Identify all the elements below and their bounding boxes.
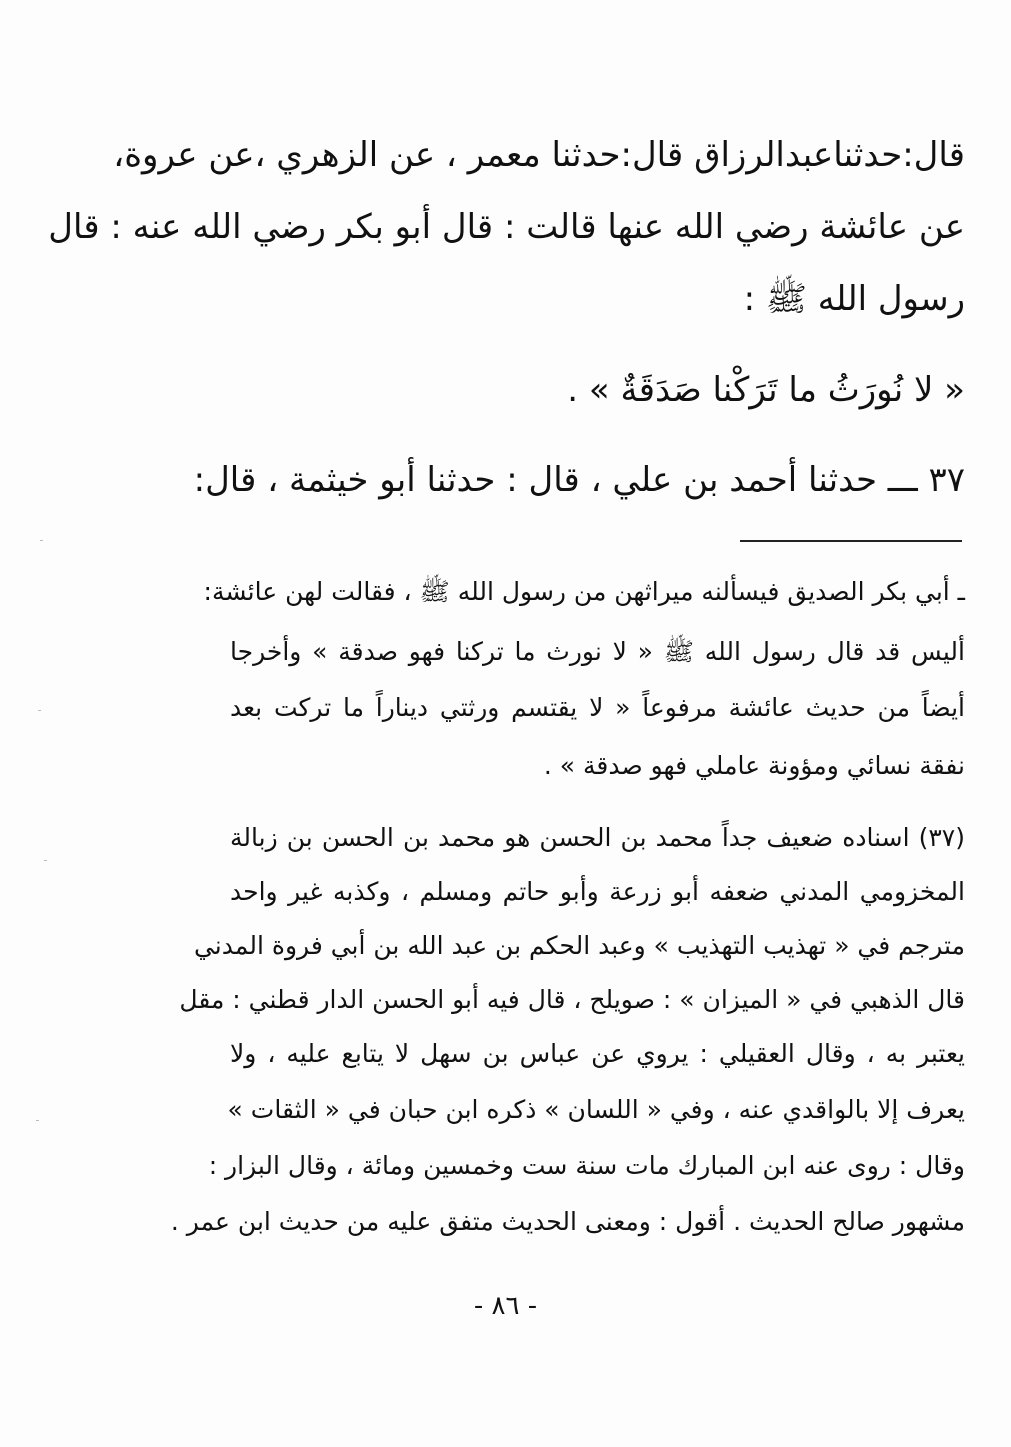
scan-speck <box>40 540 43 541</box>
footnote-continuation-line-4: نفقة نسائي ومؤونة عاملي فهو صدقة » . <box>543 751 965 780</box>
footnote-37-line-6: يعرف إلا بالواقدي عنه ، وفي « اللسان » ذكره ابن حبان في « الثقات » <box>227 1095 965 1124</box>
footnote-continuation-line-1: ـ أبي بكر الصديق فيسألنه ميراثهن من رسول الله ﷺ ، فقالت لهن عائشة: <box>203 577 965 606</box>
scan-speck <box>38 710 41 711</box>
page-number: - ٨٦ - <box>473 1291 538 1321</box>
main-text-line-3: رسول الله ﷺ : <box>743 279 965 319</box>
hadith-quote: « لا نُورَثُ ما تَرَكْنا صَدَقَةٌ » . <box>567 370 965 410</box>
footnote-continuation-line-2: أليس قد قال رسول الله ﷺ « لا نورث ما تركنا فهو صدقة » وأخرجا <box>230 637 965 666</box>
footnote-37-line-2: المخزومي المدني ضعفه أبو زرعة وأبو حاتم ومسلم ، وكذبه غير واحد <box>230 877 965 906</box>
footnote-37-line-8: مشهور صالح الحديث . أقول : ومعنى الحديث متفق عليه من حديث ابن عمر . <box>170 1207 965 1236</box>
main-text-line-1: قال:حدثناعبدالرزاق قال:حدثنا معمر ، عن الزهري ،عن عروة، <box>113 135 965 175</box>
footnote-continuation-line-3: أيضاً من حديث عائشة مرفوعاً « لا يقتسم ورثتي ديناراً ما تركت بعد <box>230 693 965 722</box>
footnote-separator <box>740 540 962 542</box>
footnote-37-line-3: مترجم في « تهذيب التهذيب » وعبد الحكم بن عبد الله بن أبي فروة المدني <box>193 931 965 960</box>
footnote-37-line-4: قال الذهبي في « الميزان » : صويلح ، قال فيه أبو الحسن الدار قطني : مقل <box>179 985 965 1014</box>
footnote-37-line-1: (٣٧) اسناده ضعيف جداً محمد بن الحسن هو محمد بن الحسن بن زبالة <box>230 823 965 852</box>
footnote-37-line-7: وقال : روى عنه ابن المبارك مات سنة ست وخمسين ومائة ، وقال البزار : <box>208 1151 965 1180</box>
scan-speck <box>36 1120 39 1121</box>
scan-speck <box>44 860 47 861</box>
hadith-37-heading: ٣٧ ـــ حدثنا أحمد بن علي ، قال : حدثنا أبو خيثمة ، قال: <box>193 460 965 500</box>
main-text-line-2: عن عائشة رضي الله عنها قالت : قال أبو بكر رضي الله عنه : قال <box>48 207 965 247</box>
footnote-37-line-5: يعتبر به ، وقال العقيلي : يروي عن عباس بن سهل لا يتابع عليه ، ولا <box>230 1039 965 1068</box>
